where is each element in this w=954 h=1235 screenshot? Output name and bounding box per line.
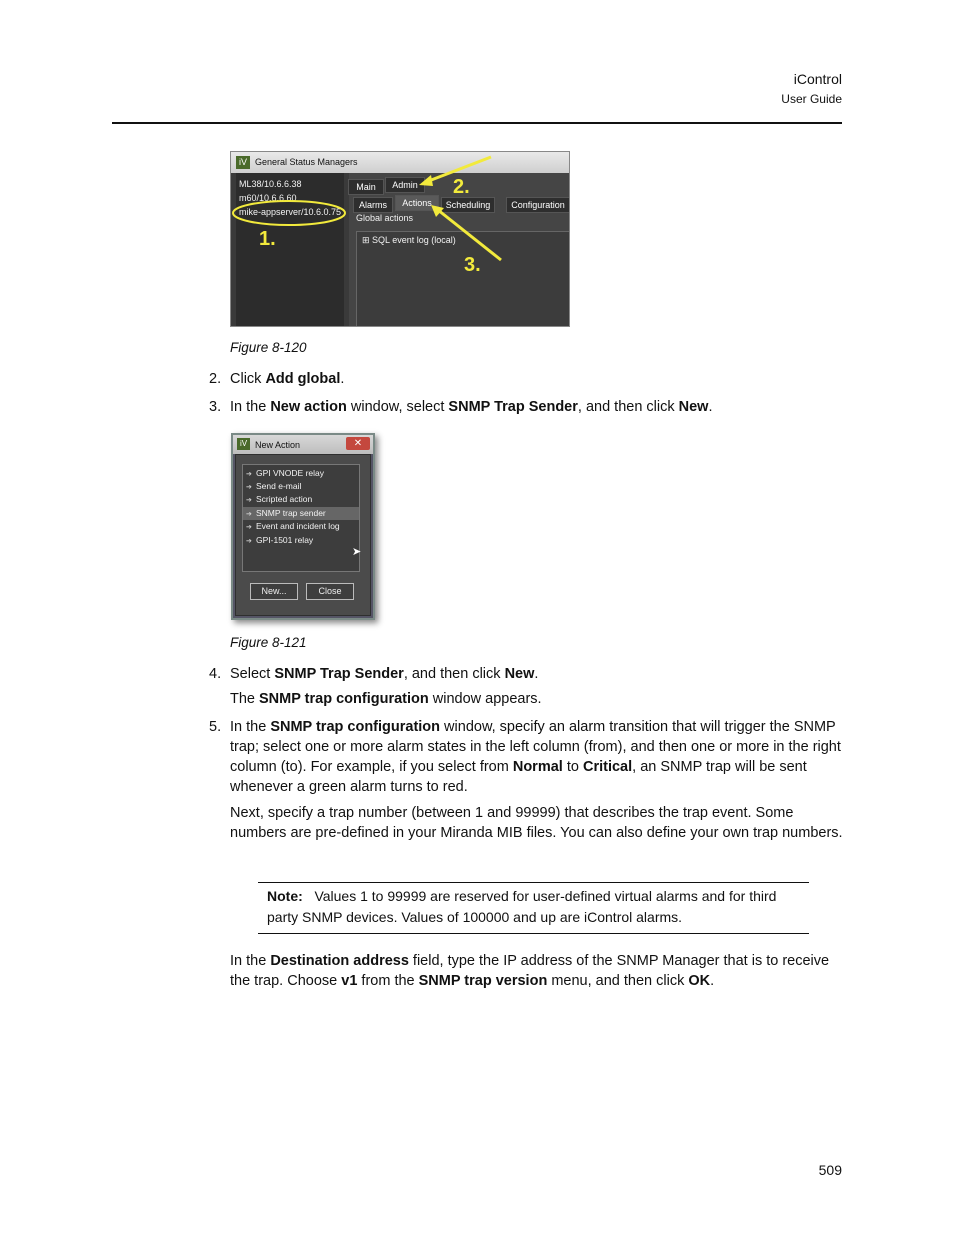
- window-title: General Status Managers: [255, 157, 358, 167]
- para-bold: OK: [688, 973, 711, 989]
- step-bold: New action: [270, 399, 347, 415]
- annotation-2: 2.: [453, 176, 470, 198]
- para-text: .: [710, 973, 715, 989]
- section-label: Global actions: [356, 213, 414, 223]
- para-text: In the: [230, 953, 271, 969]
- list-item-label: SQL event log (local): [372, 235, 456, 245]
- annotation-3: 3.: [464, 254, 481, 276]
- arrow-icon: ➔: [246, 471, 252, 478]
- tab-admin[interactable]: Admin: [385, 177, 425, 193]
- step-number: 2.: [209, 371, 222, 387]
- step-bold: Normal: [512, 759, 563, 775]
- expand-icon[interactable]: ⊞: [362, 235, 373, 245]
- mouse-cursor-icon: ➤: [352, 546, 362, 558]
- step-text: window, specify an alarm transition that will trigger the SNMP trap; select one or more alarm states in the left column (from), and then one or more in the right column (to). For example, if you select from: [230, 719, 841, 775]
- dialog-body: [235, 454, 371, 616]
- step-text: , an SNMP trap will be sent whenever a green alarm turns to red.: [230, 759, 807, 795]
- arrow-icon: ➔: [246, 484, 252, 491]
- dialog-title: New Action: [255, 440, 301, 450]
- list-item[interactable]: [243, 467, 359, 480]
- step-bold: Add global: [265, 371, 341, 387]
- action-type-list: [242, 464, 360, 572]
- step-4-result: [230, 689, 844, 709]
- step-bold: SNMP Trap Sender: [448, 399, 578, 415]
- arrow-3-head: [431, 205, 444, 217]
- step-text: .: [708, 399, 713, 415]
- server-item[interactable]: m60/10.6.6.60: [239, 193, 297, 203]
- para-bold: v1: [341, 973, 358, 989]
- destination-paragraph: [230, 951, 844, 991]
- step-number: 3.: [209, 399, 222, 415]
- arrow-2-head: [419, 175, 433, 186]
- list-item-label: Scripted action: [256, 494, 313, 504]
- step-5-next: Next, specify a trap number (between 1 and 99999) that describes the trap event. Some numbers are pre-defined in your Miranda MIB files. You can also define your own trap numbers.: [230, 805, 843, 841]
- step-text: Select: [230, 666, 275, 682]
- step-text: In the: [230, 399, 271, 415]
- list-item-selected[interactable]: [243, 507, 359, 520]
- close-icon[interactable]: ✕: [346, 437, 370, 450]
- arrow-icon: ➔: [246, 497, 252, 504]
- step-text: Click: [230, 371, 266, 387]
- list-item-label: Event and incident log: [256, 521, 340, 531]
- step-number: 4.: [209, 666, 222, 682]
- dialog-titlebar: [233, 435, 373, 454]
- step-number: 5.: [209, 719, 222, 735]
- figure-8-121-new-action-dialog: [231, 433, 375, 620]
- tab-scheduling[interactable]: Scheduling: [441, 197, 495, 213]
- page-number: 509: [818, 1162, 842, 1178]
- app-icon: iV: [237, 438, 250, 450]
- step-text: In the: [230, 719, 271, 735]
- step-bold: New: [504, 666, 535, 682]
- arrow-icon: ➔: [246, 538, 252, 545]
- tab-configuration[interactable]: Configuration: [506, 197, 570, 213]
- tab-actions[interactable]: Actions: [395, 195, 439, 211]
- header-rule: [112, 122, 842, 124]
- step-bold: SNMP trap configuration: [270, 719, 441, 735]
- app-icon: iV: [236, 156, 250, 169]
- header-subtitle: User Guide: [781, 92, 842, 106]
- note-text: Values 1 to 99999 are reserved for user-defined virtual alarms and for third party SNMP devices. Values of 100000 and up are iControl alarms.: [267, 888, 777, 925]
- figure-8-120-screenshot: [230, 151, 570, 327]
- para-text: The: [230, 691, 260, 707]
- list-item[interactable]: [243, 520, 359, 533]
- list-item[interactable]: [243, 534, 359, 547]
- arrow-icon: ➔: [246, 524, 252, 531]
- header-title: iControl: [793, 71, 842, 87]
- list-item-label: GPI-1501 relay: [256, 535, 314, 545]
- server-item[interactable]: ML38/10.6.6.38: [239, 179, 302, 189]
- list-item[interactable]: [243, 480, 359, 493]
- para-text: from the: [357, 973, 419, 989]
- step-text: window, select: [346, 399, 449, 415]
- list-item-label: GPI VNODE relay: [256, 468, 325, 478]
- close-button[interactable]: Close: [306, 583, 354, 600]
- new-button[interactable]: New...: [250, 583, 298, 600]
- para-text: window appears.: [428, 691, 542, 707]
- annotation-1: 1.: [259, 228, 276, 250]
- note-box: [258, 882, 809, 934]
- step-text: , and then click: [577, 399, 679, 415]
- para-bold: SNMP trap configuration: [259, 691, 429, 707]
- list-item-label: SNMP trap sender: [256, 508, 326, 518]
- annotation-overlay: [231, 152, 569, 326]
- para-bold: SNMP trap version: [418, 973, 548, 989]
- para-bold: Destination address: [270, 953, 409, 969]
- step-bold: SNMP Trap Sender: [274, 666, 404, 682]
- highlight-ellipse: [233, 201, 345, 225]
- arrow-icon: ➔: [246, 511, 252, 518]
- step-text: to: [562, 759, 583, 775]
- step-bold: New: [678, 399, 709, 415]
- para-text: field, type the IP address of the SNMP Manager that is to receive the trap. Choose: [230, 953, 830, 989]
- figure-caption: Figure 8-121: [230, 635, 307, 650]
- tab-main[interactable]: Main: [348, 179, 384, 195]
- note-label: Note:: [267, 888, 303, 904]
- list-item[interactable]: [243, 493, 359, 506]
- list-item-label: Send e-mail: [256, 481, 302, 491]
- step-text: , and then click: [403, 666, 505, 682]
- figure-caption: Figure 8-120: [230, 340, 307, 355]
- tab-alarms[interactable]: Alarms: [353, 197, 393, 213]
- arrow-3: [438, 210, 501, 260]
- server-item[interactable]: mike-appserver/10.6.0.75: [239, 207, 342, 217]
- para-text: menu, and then click: [547, 973, 689, 989]
- step-text: .: [340, 371, 345, 387]
- step-text: .: [534, 666, 539, 682]
- step-bold: Critical: [582, 759, 633, 775]
